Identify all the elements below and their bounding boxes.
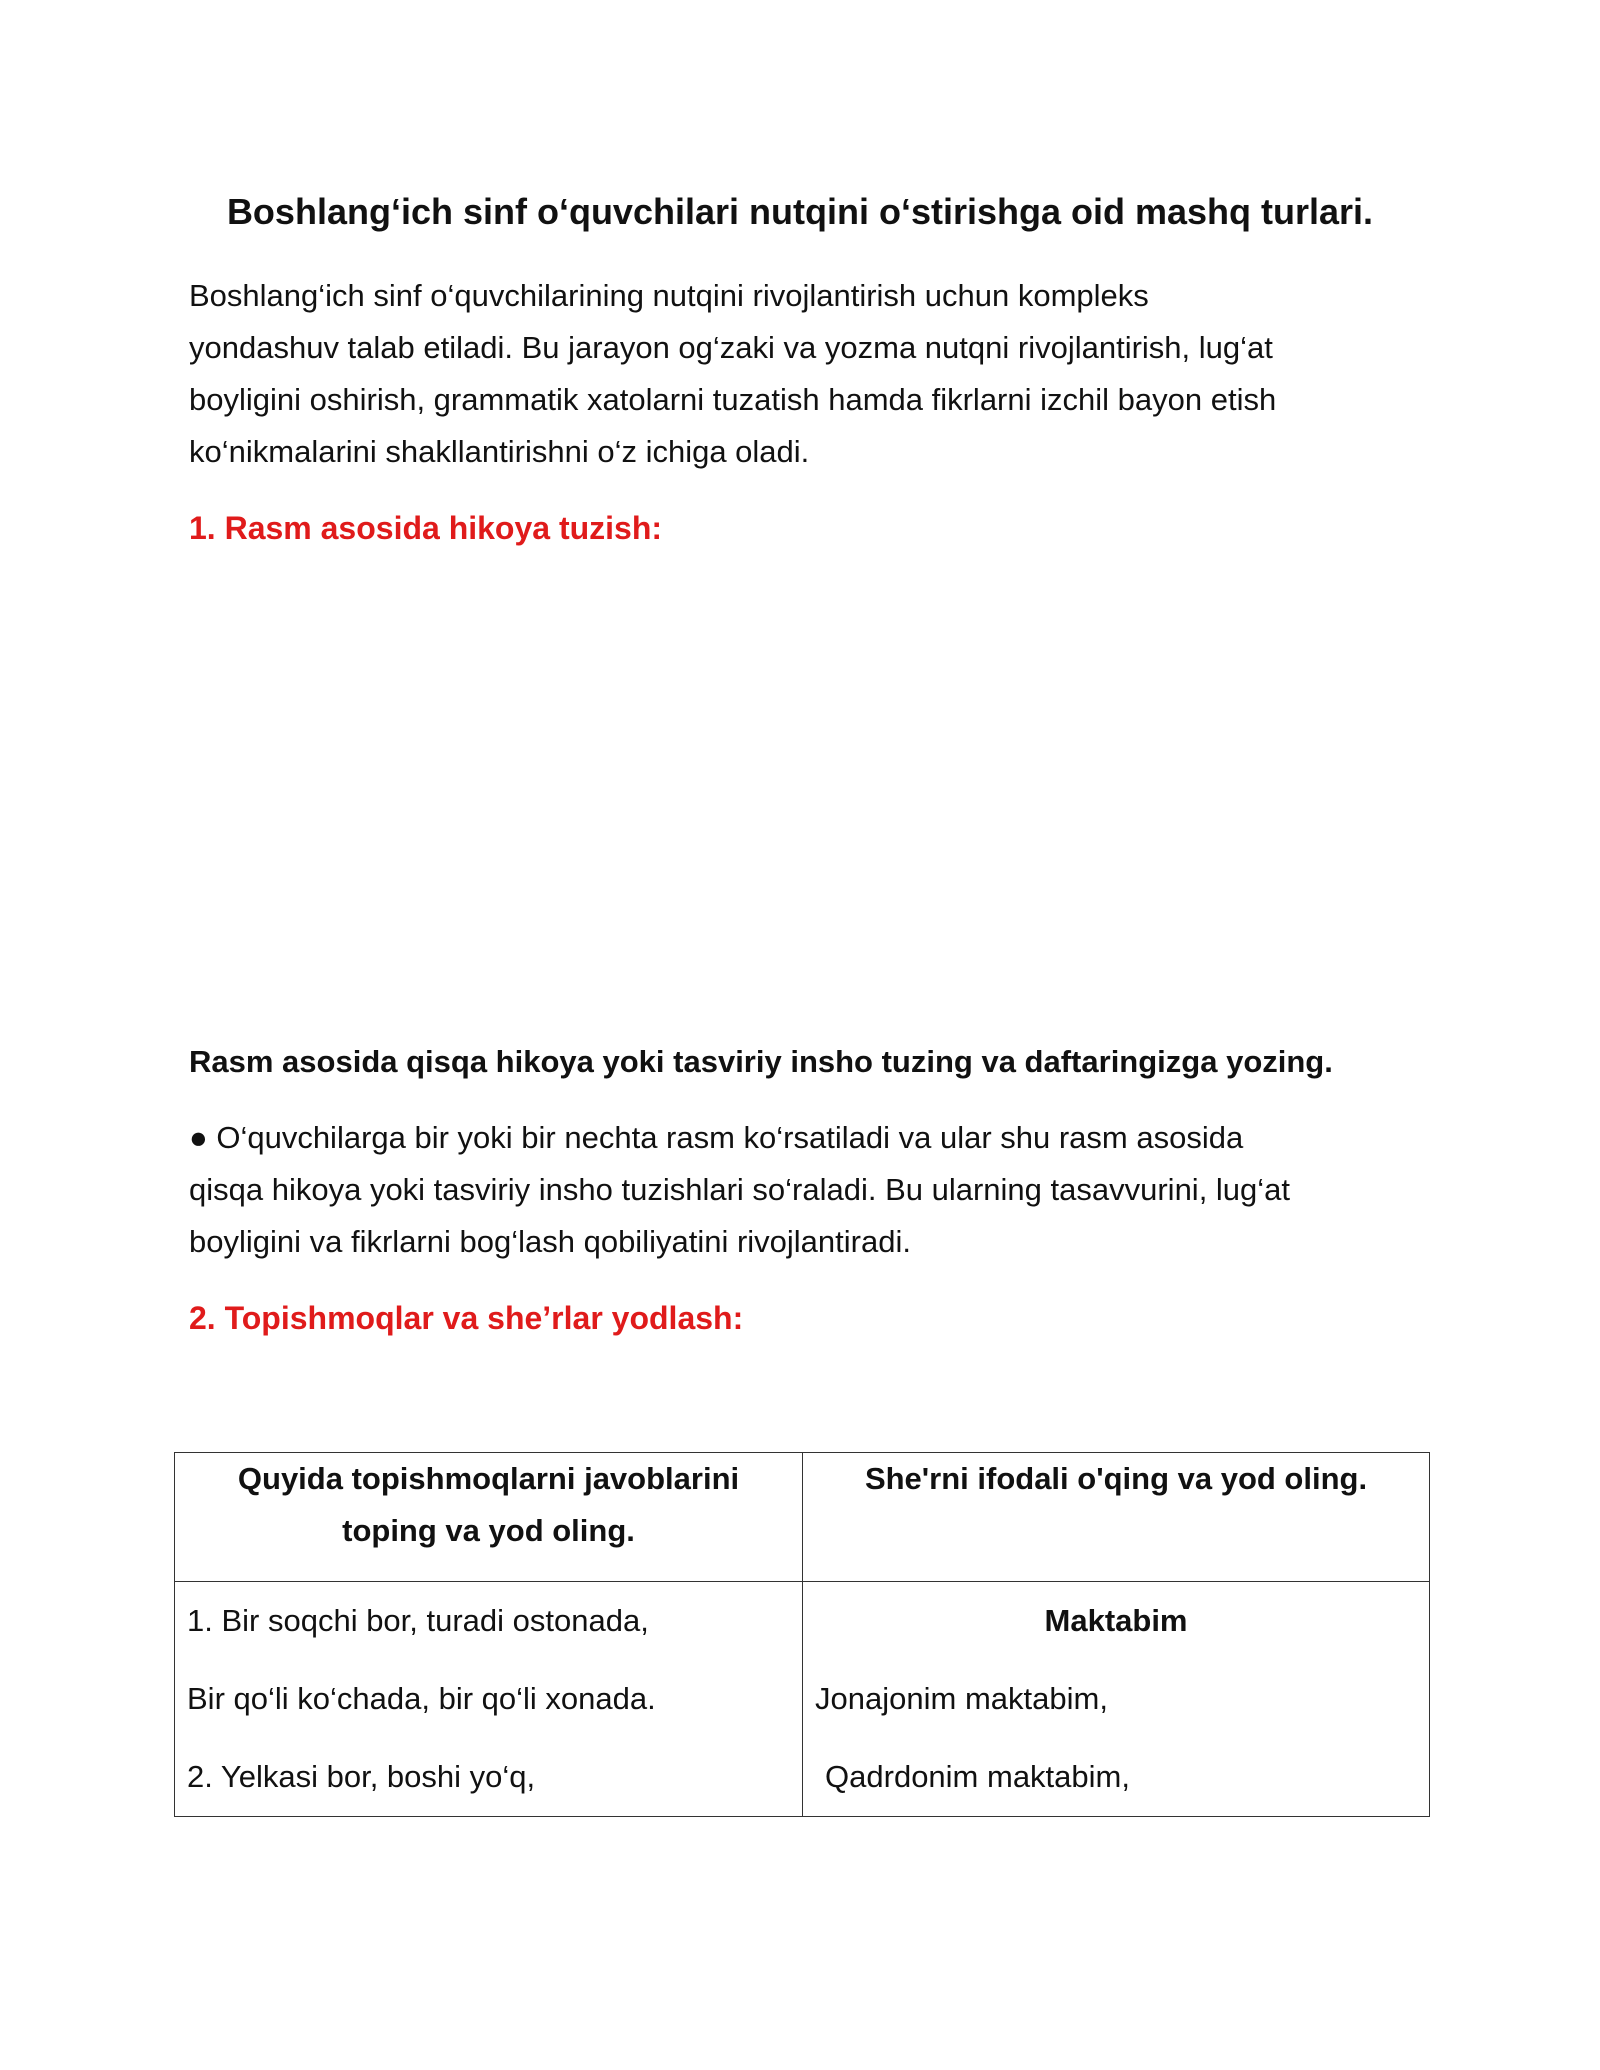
bullet-line: qisqa hikoya yoki tasviriy insho tuzishlari so‘raladi. Bu ularning tasavvurini, lug‘at [189, 1172, 1291, 1207]
section-1-task: Rasm asosida qisqa hikoya yoki tasviriy insho tuzing va daftaringizga yozing. [189, 1044, 1333, 1079]
bullet-line: boyligini va fikrlarni bog‘lash qobiliyatini rivojlantiradi. [189, 1224, 911, 1259]
intro-paragraph [189, 270, 1419, 478]
bullet-line: ● O‘quvchilarga bir yoki bir nechta rasm ko‘rsatiladi va ular shu rasm asosida [189, 1120, 1244, 1155]
riddles-cell [175, 1582, 803, 1817]
table-header-row [175, 1453, 1430, 1582]
intro-line: yondashuv talab etiladi. Bu jarayon og‘zaki va yozma nutqni rivojlantirish, lug‘at [189, 330, 1273, 365]
section-1-heading: 1. Rasm asosida hikoya tuzish: [189, 510, 663, 546]
section-2-heading: 2. Topishmoqlar va she’rlar yodlash: [189, 1300, 744, 1336]
poem-title: Maktabim [1044, 1603, 1188, 1638]
intro-line: Boshlang‘ich sinf o‘quvchilarining nutqini rivojlantirish uchun kompleks [189, 278, 1149, 313]
table-header-poem [803, 1453, 1430, 1582]
riddle-line: 2. Yelkasi bor, boshi yo‘q, [187, 1759, 536, 1794]
poem-cell [803, 1582, 1430, 1817]
page-title: Boshlang‘ich sinf o‘quvchilari nutqini o‘stirishga oid mashq turlari. [226, 191, 1374, 232]
table-row [175, 1582, 1430, 1817]
intro-line: boyligini oshirish, grammatik xatolarni tuzatish hamda fikrlarni izchil bayon etish [189, 382, 1277, 417]
intro-line: ko‘nikmalarini shakllantirishni o‘z ichiga oladi. [189, 434, 810, 469]
riddle-line: Bir qo‘li ko‘chada, bir qo‘li xonada. [187, 1681, 656, 1716]
poem-line: Jonajonim maktabim, [815, 1681, 1108, 1716]
section-1-bullet-paragraph [189, 1112, 1419, 1268]
riddle-line: 1. Bir soqchi bor, turadi ostonada, [187, 1603, 649, 1638]
exercise-table [174, 1452, 1430, 1817]
table-header-right-text: She'rni ifodali o'qing va yod oling. [864, 1461, 1368, 1496]
poem-line: Qadrdonim maktabim, [825, 1759, 1130, 1794]
table-header-left-text: Quyida topishmoqlarni javoblarini toping va yod oling. [237, 1461, 740, 1548]
table-header-riddles [175, 1453, 803, 1582]
